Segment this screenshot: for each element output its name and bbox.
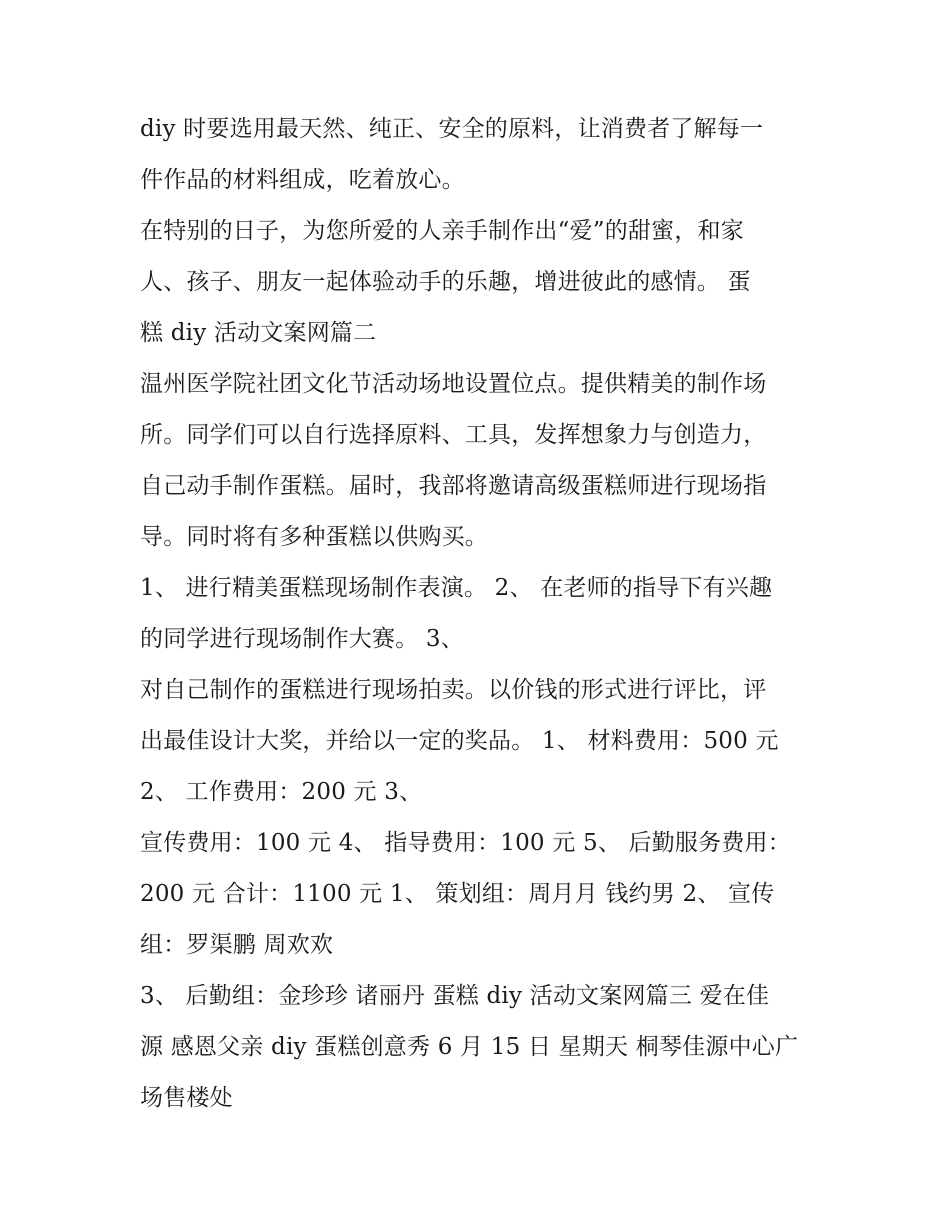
text-line: 2、 工作费用：200 元 3、 bbox=[140, 779, 423, 805]
text-line: 糕 diy 活动文案网篇二 bbox=[140, 320, 377, 346]
text-line: 组：罗渠鹏 周欢欢 bbox=[140, 932, 334, 958]
text-line: 1、 进行精美蛋糕现场制作表演。 2、 在老师的指导下有兴趣 bbox=[140, 575, 773, 601]
text-line: 3、 后勤组：金珍珍 诸丽丹 蛋糕 diy 活动文案网篇三 爱在佳 bbox=[140, 983, 770, 1009]
document-body bbox=[140, 104, 820, 1124]
text-line: 导。同时将有多种蛋糕以供购买。 bbox=[140, 524, 488, 550]
text-line: 出最佳设计大奖，并给以一定的奖品。 1、 材料费用：500 元 bbox=[140, 728, 779, 754]
text-line: 在特别的日子，为您所爱的人亲手制作出“爱”的甜蜜，和家 bbox=[140, 218, 744, 244]
text-line: 人、孩子、朋友一起体验动手的乐趣，增进彼此的感情。 蛋 bbox=[140, 269, 751, 295]
text-line: 自己动手制作蛋糕。届时，我部将邀请高级蛋糕师进行现场指 bbox=[140, 473, 767, 499]
text-line: diy 时要选用最天然、纯正、安全的原料，让消费者了解每一 bbox=[140, 116, 764, 142]
text-line: 的同学进行现场制作大赛。 3、 bbox=[140, 626, 464, 652]
text-line: 源 感恩父亲 diy 蛋糕创意秀 6 月 15 日 星期天 桐琴佳源中心广 bbox=[140, 1034, 799, 1060]
text-line: 场售楼处 bbox=[140, 1085, 233, 1111]
text-line: 200 元 合计：1100 元 1、 策划组：周月月 钱约男 2、 宣传 bbox=[140, 881, 775, 907]
text-line: 温州医学院社团文化节活动场地设置位点。提供精美的制作场 bbox=[140, 371, 767, 397]
text-line: 对自己制作的蛋糕进行现场拍卖。以价钱的形式进行评比，评 bbox=[140, 677, 767, 703]
text-line: 件作品的材料组成，吃着放心。 bbox=[140, 167, 465, 193]
text-line: 宣传费用：100 元 4、 指导费用：100 元 5、 后勤服务费用： bbox=[140, 830, 791, 856]
text-line: 所。同学们可以自行选择原料、工具，发挥想象力与创造力， bbox=[140, 422, 767, 448]
